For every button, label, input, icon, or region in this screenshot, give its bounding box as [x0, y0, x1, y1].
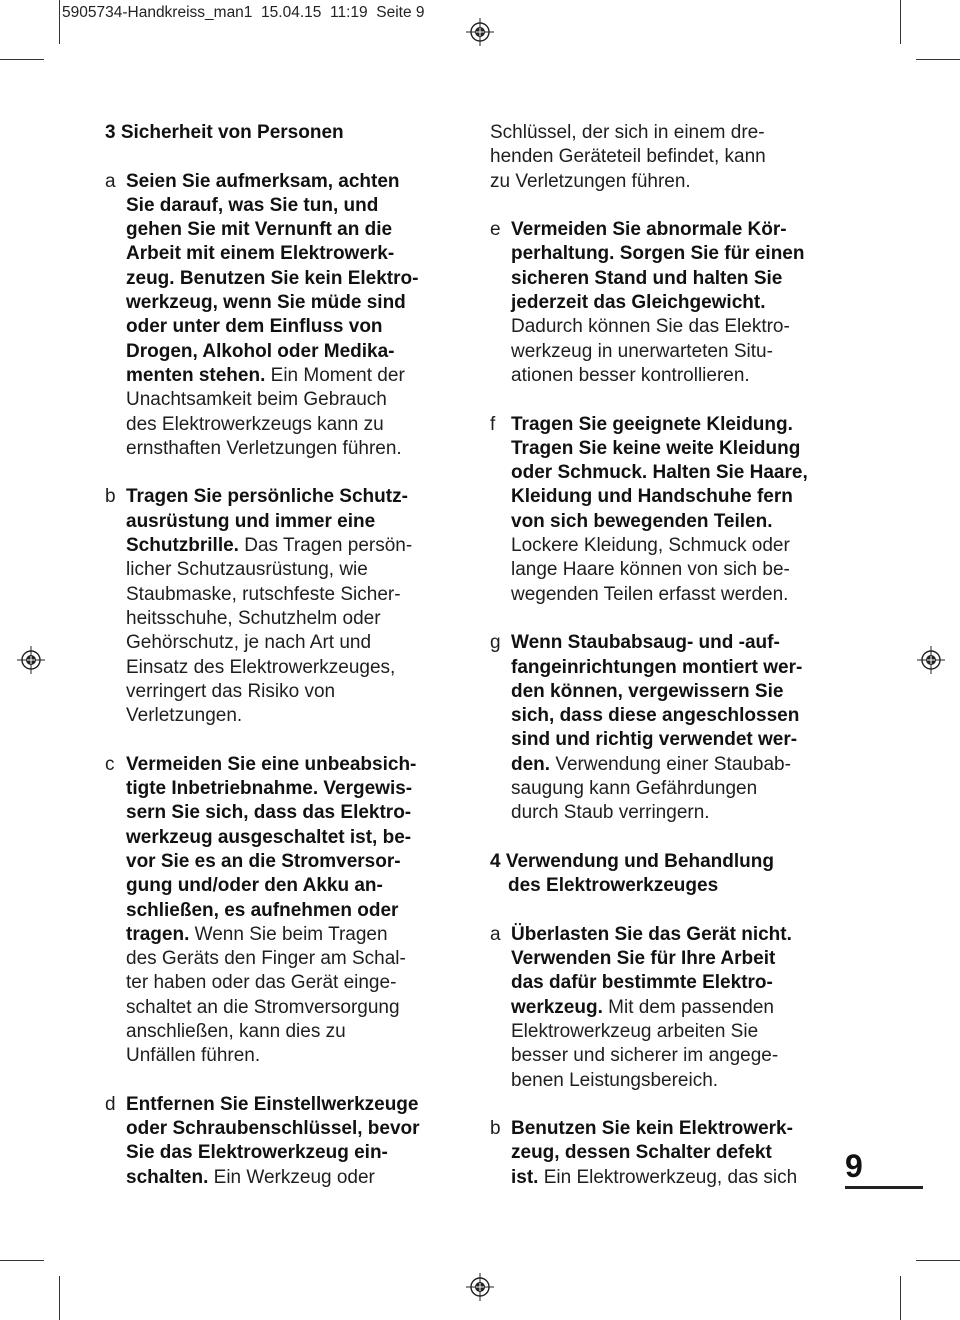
text-line	[511, 1069, 840, 1093]
crop-mark	[900, 0, 901, 44]
bold-text-run: jederzeit das Gleichgewicht.	[511, 292, 766, 314]
text-line	[511, 583, 840, 607]
text-run: Schlüssel, der sich in einem dre-	[490, 122, 765, 143]
item-letter: a	[105, 170, 116, 192]
text-line	[511, 801, 840, 825]
item-body	[511, 413, 840, 607]
item-body	[126, 485, 465, 728]
text-line	[126, 631, 465, 655]
item-letter: a	[490, 923, 501, 945]
bold-text-run: ausrüstung und immer eine	[126, 510, 376, 532]
text-line	[511, 704, 840, 728]
text-run: schaltet an die Stromversorgung	[126, 996, 400, 1018]
text-line	[126, 1141, 465, 1165]
text-line	[511, 340, 840, 364]
bold-text-run: Wenn Staubabsaug- und -auf-	[511, 632, 780, 654]
text-line	[511, 1020, 840, 1044]
text-line	[126, 510, 465, 534]
text-line	[126, 996, 465, 1020]
text-line	[126, 170, 465, 194]
text-line	[105, 121, 465, 145]
text-line	[511, 510, 840, 534]
bold-text-run: oder unter dem Einfluss von	[126, 316, 383, 338]
text-line	[126, 485, 465, 509]
page-number-rule	[845, 1186, 923, 1189]
bold-text-run: Entfernen Sie Einstellwerkzeuge	[126, 1093, 419, 1115]
text-line	[511, 267, 840, 291]
text-run: Ein Werkzeug oder	[208, 1166, 375, 1188]
bold-text-run: 3 Sicherheit von Personen	[105, 122, 344, 143]
bold-text-run: oder Schraubenschlüssel, bevor	[126, 1118, 420, 1140]
text-line	[511, 971, 840, 995]
text-line	[511, 485, 840, 509]
text-run: Lockere Kleidung, Schmuck oder	[511, 535, 790, 557]
text-run: Ein Moment der	[265, 364, 405, 386]
text-line	[126, 583, 465, 607]
text-line	[511, 1141, 840, 1165]
item-body	[126, 1093, 465, 1190]
crop-mark	[916, 1260, 960, 1261]
item-letter: b	[490, 1118, 501, 1140]
registration-mark-icon	[466, 18, 494, 46]
bold-text-run: den können, vergewissern Sie	[511, 680, 784, 702]
crop-mark	[0, 1260, 44, 1261]
bold-text-run: Vermeiden Sie abnormale Kör-	[511, 219, 787, 241]
text-line	[126, 194, 465, 218]
text-line	[126, 218, 465, 242]
bold-text-run: tragen.	[126, 923, 190, 945]
text-line	[126, 315, 465, 339]
bold-text-run: das dafür bestimmte Elektro-	[511, 972, 773, 994]
text-line	[511, 996, 840, 1020]
text-run: saugung kann Gefährdungen	[511, 778, 758, 800]
text-line	[511, 315, 840, 339]
bold-text-run: sind und richtig verwendet wer-	[511, 729, 798, 751]
crop-mark	[59, 0, 60, 44]
item-letter: e	[490, 219, 501, 241]
text-run: ter haben oder das Gerät einge-	[126, 972, 397, 994]
text-run: Gehörschutz, je nach Art und	[126, 632, 372, 654]
safety-item	[490, 218, 840, 388]
bold-text-run: Schutzbrille.	[126, 535, 239, 557]
text-run: Elektrowerkzeug arbeiten Sie	[511, 1020, 759, 1042]
text-line	[126, 850, 465, 874]
text-line	[511, 728, 840, 752]
text-line	[511, 291, 840, 315]
text-run: Einsatz des Elektrowerkzeuges,	[126, 656, 396, 678]
crop-mark	[59, 1276, 60, 1320]
bold-text-run: fangeinrichtungen montiert wer-	[511, 656, 803, 678]
bold-text-run: werkzeug, wenn Sie müde sind	[126, 292, 406, 314]
text-line	[126, 1020, 465, 1044]
text-run: des Elektrowerkzeugs kann zu	[126, 413, 384, 435]
text-run: Unfällen führen.	[126, 1045, 261, 1067]
safety-item	[105, 170, 465, 462]
bold-text-run: sicheren Stand und halten Sie	[511, 267, 783, 289]
bold-text-run: gung und/oder den Akku an-	[126, 875, 383, 897]
bold-text-run: Tragen Sie persönliche Schutz-	[126, 486, 408, 508]
text-line	[126, 801, 465, 825]
text-line	[490, 145, 840, 169]
item-letter: g	[490, 632, 501, 654]
bold-text-run: gehen Sie mit Vernunft an die	[126, 219, 393, 241]
bold-text-run: von sich bewegenden Teilen.	[511, 510, 773, 532]
print-slug: 5905734-Handkreiss_man1 15.04.15 11:19 Seite 9	[62, 4, 425, 21]
text-line	[511, 1044, 840, 1068]
text-line	[126, 923, 465, 947]
bold-text-run: Verwenden Sie für Ihre Arbeit	[511, 948, 776, 970]
text-line	[126, 753, 465, 777]
text-line	[511, 558, 840, 582]
text-line	[511, 631, 840, 655]
item-letter: f	[490, 413, 496, 435]
bold-text-run: Tragen Sie keine weite Kleidung	[511, 437, 801, 459]
bold-text-run: ist.	[511, 1166, 539, 1188]
text-run: Verletzungen.	[126, 705, 243, 727]
text-line	[126, 1117, 465, 1141]
text-line	[511, 656, 840, 680]
bold-text-run: perhaltung. Sorgen Sie für einen	[511, 243, 805, 265]
text-line	[126, 364, 465, 388]
text-line	[126, 291, 465, 315]
item-letter: c	[105, 753, 115, 775]
text-line	[126, 242, 465, 266]
bold-text-run: sern Sie sich, dass das Elektro-	[126, 802, 412, 824]
text-line	[511, 461, 840, 485]
text-line	[126, 267, 465, 291]
text-line	[490, 850, 840, 874]
bold-text-run: werkzeug ausgeschaltet ist, be-	[126, 826, 412, 848]
text-line	[126, 607, 465, 631]
text-line	[511, 923, 840, 947]
bold-text-run: oder Schmuck. Halten Sie Haare,	[511, 462, 808, 484]
bold-text-run: Arbeit mit einem Elektrowerk-	[126, 243, 395, 265]
bold-text-run: 4 Verwendung und Behandlung	[490, 850, 774, 872]
text-line	[511, 777, 840, 801]
text-line	[511, 534, 840, 558]
text-line	[126, 340, 465, 364]
section-title	[490, 850, 840, 899]
text-line	[126, 680, 465, 704]
text-line	[126, 413, 465, 437]
text-run: Staubmaske, rutschfeste Sicher-	[126, 583, 401, 605]
continued-paragraph	[490, 121, 840, 194]
text-line	[126, 534, 465, 558]
text-line	[511, 242, 840, 266]
text-line	[511, 753, 840, 777]
bold-text-run: den.	[511, 753, 551, 775]
item-letter: b	[105, 486, 116, 508]
text-run: verringert das Risiko von	[126, 680, 336, 702]
safety-item	[490, 631, 840, 825]
text-run: werkzeug in unerwarteten Situ-	[511, 340, 773, 362]
text-run: anschließen, kann dies zu	[126, 1020, 346, 1042]
text-line	[126, 437, 465, 461]
crop-mark	[900, 1276, 901, 1320]
right-column	[490, 121, 840, 1190]
text-line	[126, 826, 465, 850]
text-line	[490, 874, 840, 898]
bold-text-run: Überlasten Sie das Gerät nicht.	[511, 923, 792, 945]
text-run: ationen besser kontrollieren.	[511, 364, 750, 386]
text-run: Verwendung einer Staubab-	[550, 753, 791, 775]
bold-text-run: Drogen, Alkohol oder Medika-	[126, 340, 395, 362]
text-line	[126, 1093, 465, 1117]
text-line	[511, 947, 840, 971]
text-line	[126, 874, 465, 898]
text-run: lange Haare können von sich be-	[511, 559, 790, 581]
bold-text-run: Sie das Elektrowerkzeug ein-	[126, 1142, 388, 1164]
text-run: Mit dem passenden	[602, 996, 774, 1018]
text-run: des Geräts den Finger am Schal-	[126, 948, 406, 970]
text-line	[511, 1166, 840, 1190]
section-title	[105, 121, 465, 145]
text-line	[511, 680, 840, 704]
item-body	[511, 923, 840, 1093]
bold-text-run: Vermeiden Sie eine unbeabsich-	[126, 753, 417, 775]
text-line	[511, 437, 840, 461]
text-line	[126, 704, 465, 728]
text-run: besser und sicherer im angege-	[511, 1045, 779, 1067]
text-line	[126, 1044, 465, 1068]
safety-item	[105, 485, 465, 728]
item-body	[126, 753, 465, 1069]
text-line	[511, 1117, 840, 1141]
bold-text-run: werkzeug.	[511, 996, 603, 1018]
text-line	[511, 364, 840, 388]
safety-item	[490, 923, 840, 1093]
text-line	[126, 656, 465, 680]
safety-item	[490, 413, 840, 607]
text-line	[126, 947, 465, 971]
bold-text-run: sich, dass diese angeschlossen	[511, 705, 800, 727]
text-line	[126, 1166, 465, 1190]
item-body	[511, 631, 840, 825]
text-run: Das Tragen persön-	[238, 535, 413, 557]
text-run: Ein Elektrowerkzeug, das sich	[538, 1166, 798, 1188]
text-run: licher Schutzausrüstung, wie	[126, 559, 368, 581]
bold-text-run: schließen, es aufnehmen oder	[126, 899, 399, 921]
text-run: Unachtsamkeit beim Gebrauch	[126, 389, 387, 411]
bold-text-run: tigte Inbetriebnahme. Vergewis-	[126, 778, 413, 800]
text-line	[126, 899, 465, 923]
text-run: Dadurch können Sie das Elektro-	[511, 316, 790, 338]
registration-mark-icon	[466, 1273, 494, 1301]
text-run: Wenn Sie beim Tragen	[189, 923, 388, 945]
text-run: ernsthaften Verletzungen führen.	[126, 437, 402, 459]
text-run: benen Leistungsbereich.	[511, 1069, 719, 1091]
bold-text-run: Benutzen Sie kein Elektrowerk-	[511, 1118, 793, 1140]
safety-item	[105, 1093, 465, 1190]
text-line	[126, 388, 465, 412]
bold-text-run: des Elektrowerkzeuges	[508, 875, 719, 897]
bold-text-run: Kleidung und Handschuhe fern	[511, 486, 793, 508]
text-run: heitsschuhe, Schutzhelm oder	[126, 607, 381, 629]
item-body	[126, 170, 465, 462]
text-line	[126, 777, 465, 801]
text-line	[490, 121, 840, 145]
text-run: wegenden Teilen erfasst werden.	[511, 583, 789, 605]
page-number: 9	[845, 1148, 863, 1184]
crop-mark	[916, 59, 960, 60]
text-line	[511, 413, 840, 437]
item-body	[511, 1117, 840, 1190]
text-line	[126, 558, 465, 582]
registration-mark-icon	[17, 646, 45, 674]
bold-text-run: zeug. Benutzen Sie kein Elektro-	[126, 267, 419, 289]
bold-text-run: Sie darauf, was Sie tun, und	[126, 194, 379, 216]
text-run: zu Verletzungen führen.	[490, 170, 691, 192]
text-run: henden Geräteteil befindet, kann	[490, 146, 766, 168]
safety-item	[105, 753, 465, 1069]
item-body	[511, 218, 840, 388]
bold-text-run: zeug, dessen Schalter defekt	[511, 1142, 772, 1164]
bold-text-run: menten stehen.	[126, 364, 266, 386]
registration-mark-icon	[917, 646, 945, 674]
text-run: durch Staub verringern.	[511, 802, 710, 824]
left-column	[105, 121, 465, 1190]
bold-text-run: schalten.	[126, 1166, 209, 1188]
text-line	[490, 170, 840, 194]
bold-text-run: Seien Sie aufmerksam, achten	[126, 170, 400, 192]
crop-mark	[0, 59, 44, 60]
bold-text-run: vor Sie es an die Stromversor-	[126, 850, 401, 872]
bold-text-run: Tragen Sie geeignete Kleidung.	[511, 413, 793, 435]
text-line	[511, 218, 840, 242]
safety-item	[490, 1117, 840, 1190]
text-line	[126, 971, 465, 995]
item-letter: d	[105, 1093, 116, 1115]
